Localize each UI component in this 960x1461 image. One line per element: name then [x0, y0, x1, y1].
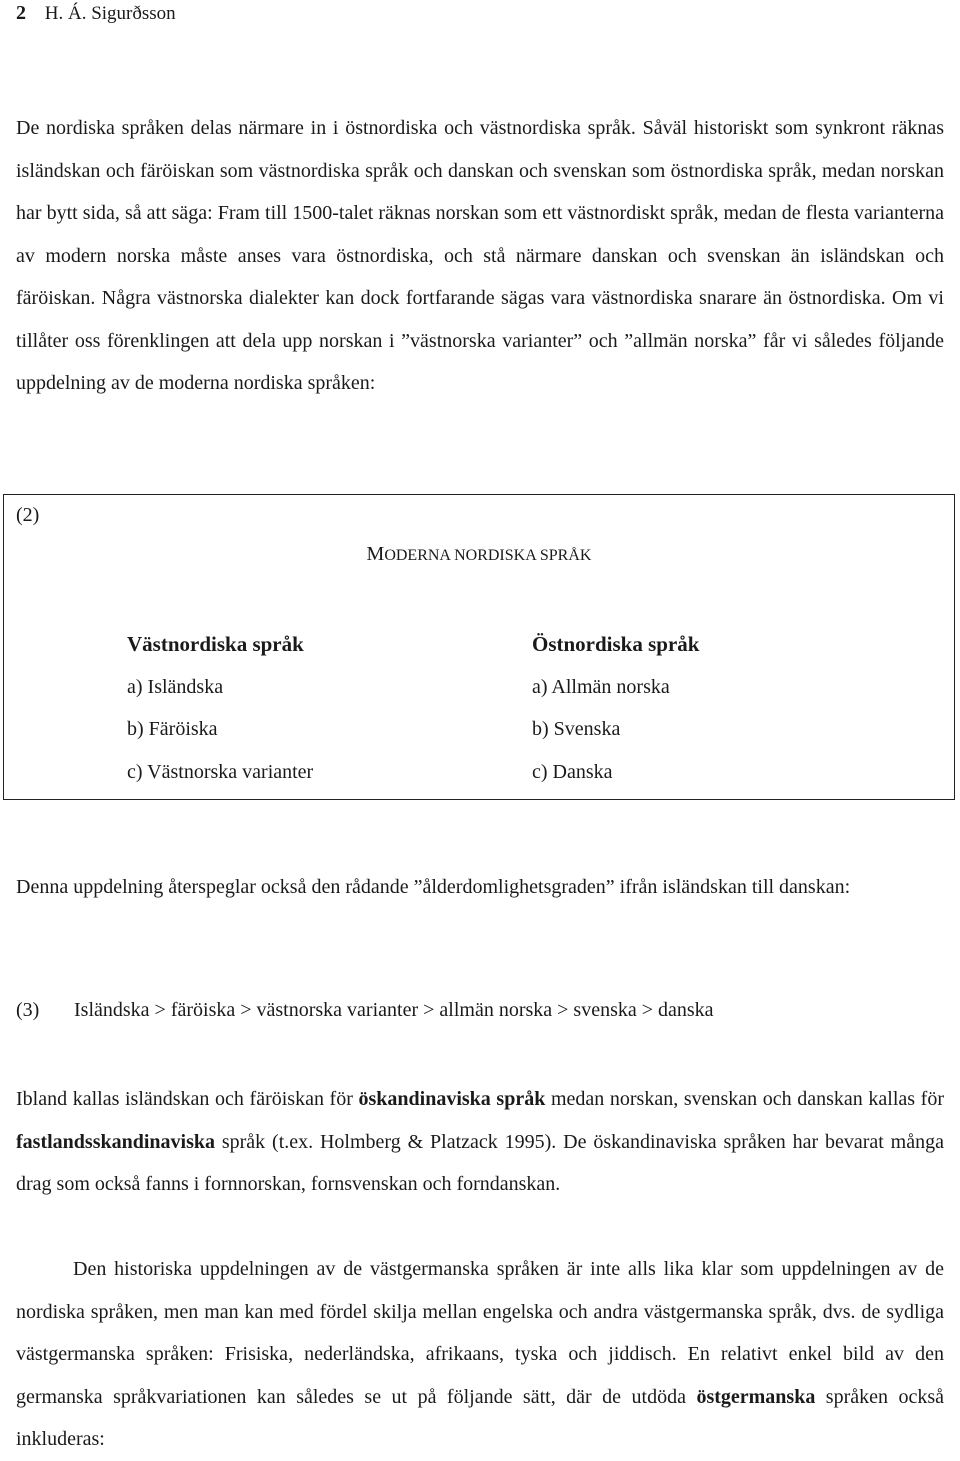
bold-term: fastlandsskandinaviska: [16, 1130, 215, 1153]
author-name: H. Á. Sigurðsson: [44, 3, 176, 24]
paragraph-intro: De nordiska språken delas närmare in i östnordiska och västnordiska språk. Såväl historiskt som synkront räknas isländskan och färöiskan som västnordiska språk och danskan och svenskan som östnordiska språk, medan norskan har bytt sida, så att säga: Fram till 1500-talet räknas norskan som ett västnordiskt språk, medan de flesta varianterna av modern norska måste anses vara östnordiska, och stå närmare danskan och svenskan än isländskan och färöiskan. Några västnorska dialekter kan dock fortfarande sägas vara västnordiska snarare än östnordiska. Om vi tillåter oss förenklingen att dela upp norskan i ”västnorska varianter” och ”allmän norska” får vi således följande uppdelning av de moderna nordiska språken:: [16, 117, 944, 394]
text-run: Ibland kallas isländskan och färöiskan för: [16, 1088, 359, 1110]
paragraph-west-germanic: [16, 1248, 944, 1461]
paragraph-archaism: Denna uppdelning återspeglar också den rådande ”ålderdomlighetsgraden” ifrån isländskan till danskan:: [16, 876, 851, 898]
west-nordic-column: [127, 623, 313, 793]
east-item: c) Danska: [532, 760, 613, 783]
west-item: c) Västnorska varianter: [127, 760, 314, 783]
example-2-title: [4, 543, 954, 566]
text-run: Den historiska uppdelningen av de västgermanska språken är inte alls lika klar som uppdelningen av de nordiska språken, men man kan med fördel skilja mellan engelska och andra västgermanska språk, dvs. de sydliga västgermanska språken: Frisiska, nederländska, afrikaans, tyska och jiddisch. En relativt enkel bild av den germanska språkvariationen kan således se ut på följande sätt, där de utdöda: [16, 1258, 944, 1408]
example-3: [16, 999, 714, 1022]
text-run: språken också inkluderas:: [16, 1385, 945, 1450]
text-run: språk (t.ex. Holmberg & Platzack 1995). De öskandinaviska språken har bevarat många drag som också fanns i fornnorskan, fornsvenskan och forndanskan.: [16, 1130, 944, 1195]
west-item: a) Isländska: [127, 675, 224, 698]
example-2-label: (2): [16, 504, 40, 526]
bold-term: öskandinaviska språk: [358, 1088, 546, 1110]
title-smallcaps: ODERNA NORDISKA SPRÅK: [384, 547, 592, 564]
running-header: [16, 2, 176, 25]
title-capital: M: [366, 543, 385, 565]
text-run: medan norskan, svenskan och danskan kallas för: [545, 1088, 944, 1110]
west-nordic-heading: Västnordiska språk: [127, 632, 304, 656]
page-number: 2: [16, 2, 26, 24]
example-3-text: Isländska > färöiska > västnorska varianter > allmän norska > svenska > danska: [74, 999, 714, 1021]
example-2-box: [3, 494, 955, 800]
west-item: b) Färöiska: [127, 718, 218, 740]
east-item: b) Svenska: [532, 718, 621, 740]
example-3-label: (3): [16, 999, 40, 1021]
east-nordic-column: [532, 623, 699, 793]
bold-term: östgermanska: [696, 1385, 816, 1408]
paragraph-island-scandinavian: [16, 1078, 944, 1206]
east-item: a) Allmän norska: [532, 675, 670, 698]
east-nordic-heading: Östnordiska språk: [532, 632, 700, 656]
